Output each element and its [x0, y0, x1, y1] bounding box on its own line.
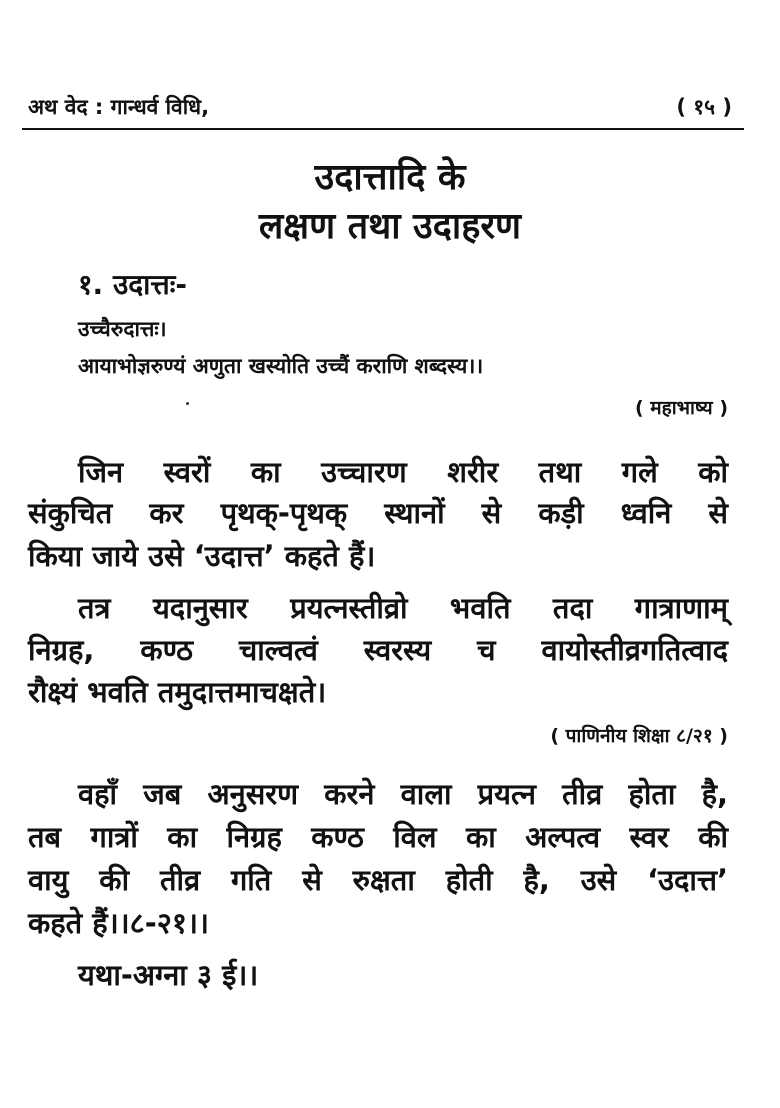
- paragraph-2-line-1: तत्र यदानुसार प्रयत्नस्तीव्रो भवति तदा गात्राणाम्: [78, 591, 728, 625]
- example-line: यथा-अग्ना ३ ई।।: [78, 958, 259, 992]
- paragraph-3-line-1: वहाँ जब अनुसरण करने वाला प्रयत्न तीव्र होता है,: [78, 777, 728, 811]
- header-rule: [22, 128, 744, 130]
- header-title: अथ वेद : गान्धर्व विधि,: [28, 95, 210, 119]
- paragraph-2-line-3: रौक्ष्यं भवति तमुदात्तमाचक्षते।: [28, 675, 327, 709]
- verse-line: आयाभोज्ञरुण्यं अणुता खस्योति उच्चैं कराणि शब्दस्य।।: [78, 354, 484, 378]
- print-speck: [186, 402, 189, 405]
- page-number: ( १५ ): [676, 95, 732, 119]
- chapter-title-line-2: लक्षण तथा उदाहरण: [258, 206, 522, 247]
- verse-source-citation: ( महाभाष्य ): [634, 397, 728, 419]
- paragraph-1-line-3: किया जाये उसे ‘उदात्त’ कहते हैं।: [28, 539, 376, 573]
- chapter-title-line-1: उदात्तादि के: [314, 157, 466, 198]
- paragraph-2-source-citation: ( पाणिनीय शिक्षा ८/२१ ): [550, 725, 728, 747]
- sutra-line: उच्चैरुदात्तः।: [78, 317, 167, 341]
- paragraph-3-line-3: वायु की तीव्र गति से रुक्षता होती है, उसे ‘उदात्त’: [28, 863, 728, 897]
- paragraph-3-line-2: तब गात्रों का निग्रह कण्ठ विल का अल्पत्व स्वर की: [28, 820, 728, 854]
- paragraph-1-line-1: जिन स्वरों का उच्चारण शरीर तथा गले को: [78, 455, 728, 489]
- section-heading: १. उदात्तः-: [78, 268, 188, 301]
- paragraph-2-line-2: निग्रह, कण्ठ चाल्वत्वं स्वरस्य च वायोस्तीव्रगतित्वाद: [28, 633, 728, 667]
- paragraph-1-line-2: संकुचित कर पृथक्-पृथक् स्थानों से कड़ी ध्वनि से: [28, 496, 728, 530]
- paragraph-3-line-4: कहते हैं।।८-२१।।: [28, 906, 209, 940]
- running-header: [28, 93, 732, 125]
